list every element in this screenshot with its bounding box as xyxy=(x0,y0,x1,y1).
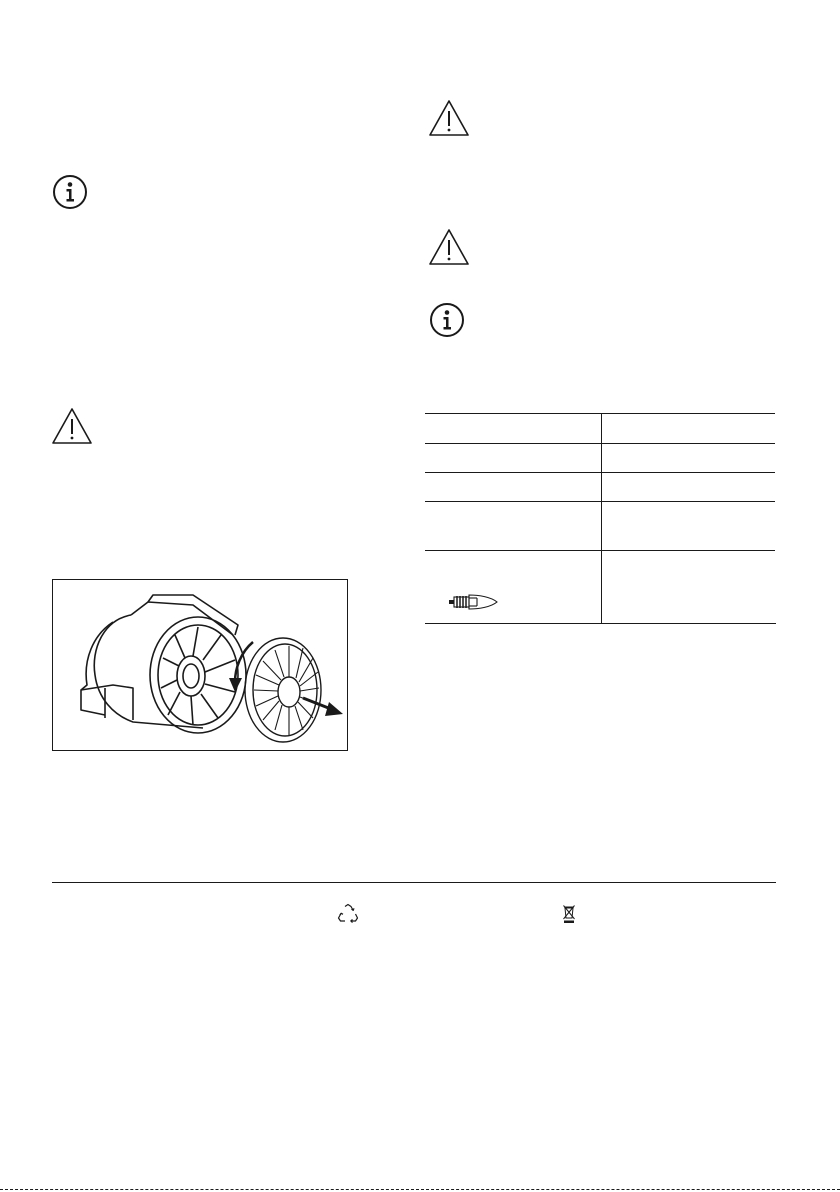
warning-icon xyxy=(428,228,470,266)
crossed-bin-icon xyxy=(562,904,576,924)
warning-icon xyxy=(428,99,470,137)
warning-icon xyxy=(51,407,93,445)
filter-disc-icon xyxy=(245,638,321,742)
table-rule xyxy=(425,472,775,473)
fan-motor-icon xyxy=(81,595,246,733)
table-rule xyxy=(425,443,775,444)
table-rule xyxy=(425,550,775,551)
filter-removal-figure xyxy=(52,579,348,751)
info-icon xyxy=(52,174,88,210)
section-divider xyxy=(52,882,776,883)
candle-bulb-icon xyxy=(447,592,499,612)
recycle-icon xyxy=(337,903,359,925)
table-rule xyxy=(425,413,775,414)
table-column-divider xyxy=(601,413,602,624)
page-cut-line xyxy=(0,1189,840,1190)
table-rule xyxy=(425,501,775,502)
info-icon xyxy=(429,302,465,338)
